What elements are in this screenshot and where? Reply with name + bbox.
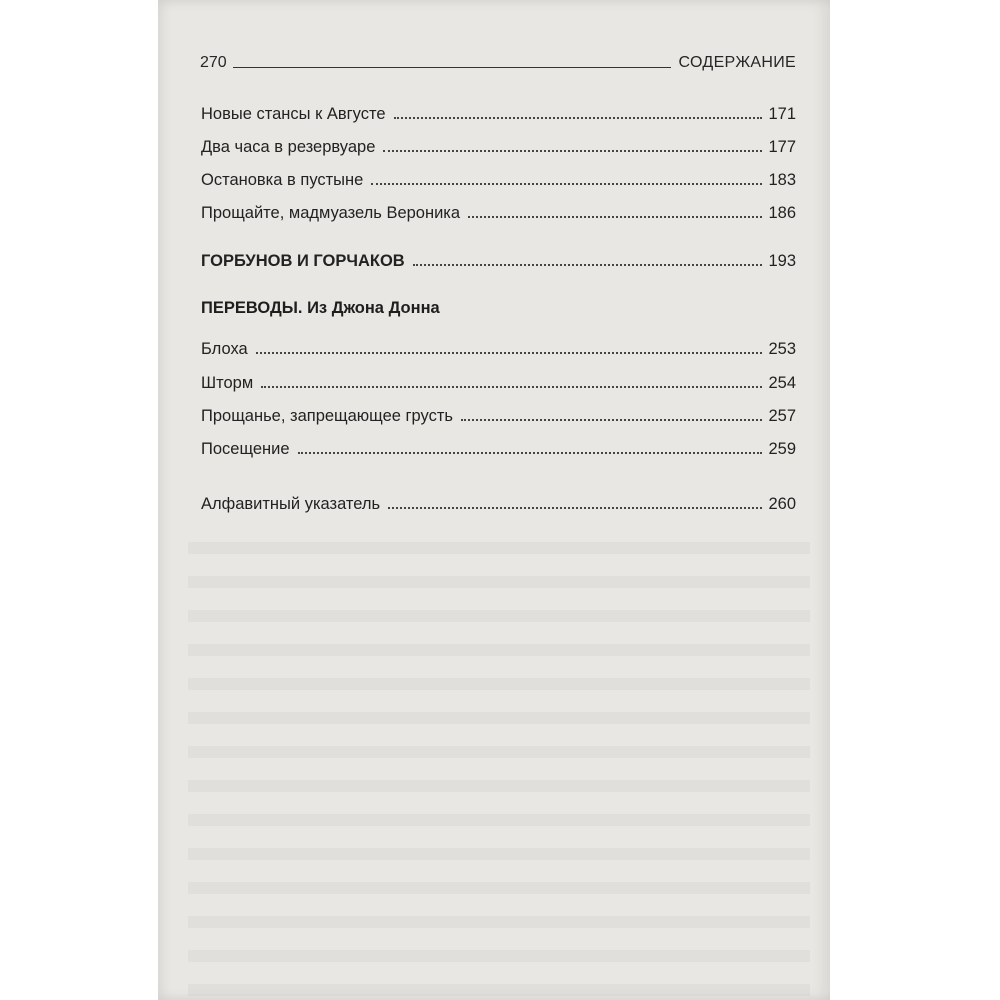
page-number: 270	[200, 54, 227, 71]
toc-entry-title: Новые стансы к Августе	[201, 105, 386, 123]
toc-section-gorbunov[interactable]	[201, 247, 796, 271]
toc-entry[interactable]	[201, 133, 796, 157]
dot-leader	[383, 150, 762, 152]
bleed-through-texture	[188, 520, 810, 1000]
toc-entry-page: 260	[768, 495, 796, 513]
toc-entry-title: Прощайте, мадмуазель Вероника	[201, 204, 461, 222]
dot-leader	[394, 117, 763, 119]
toc-entry[interactable]	[201, 166, 796, 190]
toc-entry-title: Алфавитный указатель	[201, 495, 381, 513]
toc-entry-page: 177	[768, 138, 796, 156]
toc-entry[interactable]	[201, 435, 796, 459]
toc-entry-page: 254	[768, 374, 796, 392]
toc-entry-title: Посещение	[201, 440, 290, 458]
dot-leader	[371, 183, 762, 185]
toc-entry-title: Прощанье, запрещающее грусть	[201, 407, 453, 425]
dot-leader	[468, 216, 762, 218]
toc-entry-page: 253	[768, 340, 796, 358]
toc-entry-page: 171	[768, 105, 796, 123]
dot-leader	[298, 452, 763, 454]
toc-entry[interactable]	[201, 100, 796, 124]
toc-entry-title: Блоха	[201, 340, 248, 358]
toc-entry-page: 259	[768, 440, 796, 458]
dot-leader	[388, 507, 762, 509]
toc-entry-title: Остановка в пустыне	[201, 171, 364, 189]
toc-section-heading-translations[interactable]: ПЕРЕВОДЫ. Из Джона Донна	[201, 299, 440, 317]
running-header	[200, 48, 796, 72]
toc-entry-page: 186	[768, 204, 796, 222]
dot-leader	[256, 352, 763, 354]
toc-section-title: ГОРБУНОВ И ГОРЧАКОВ	[201, 252, 405, 270]
toc-entry[interactable]	[201, 199, 796, 223]
toc-entry-page: 257	[768, 407, 796, 425]
toc-entry-page: 183	[768, 171, 796, 189]
dot-leader	[413, 264, 763, 266]
running-title: СОДЕРЖАНИЕ	[678, 54, 796, 71]
header-rule	[233, 67, 671, 68]
toc-entry-title: Шторм	[201, 374, 254, 392]
toc-entry-title: Два часа в резервуаре	[201, 138, 376, 156]
dot-leader	[461, 419, 762, 421]
toc-entry[interactable]	[201, 402, 796, 426]
toc-section-page: 193	[768, 252, 796, 270]
toc-entry-index[interactable]	[201, 490, 796, 514]
dot-leader	[261, 386, 762, 388]
book-page	[158, 0, 830, 1000]
toc-entry[interactable]	[201, 335, 796, 359]
toc-entry[interactable]	[201, 369, 796, 393]
